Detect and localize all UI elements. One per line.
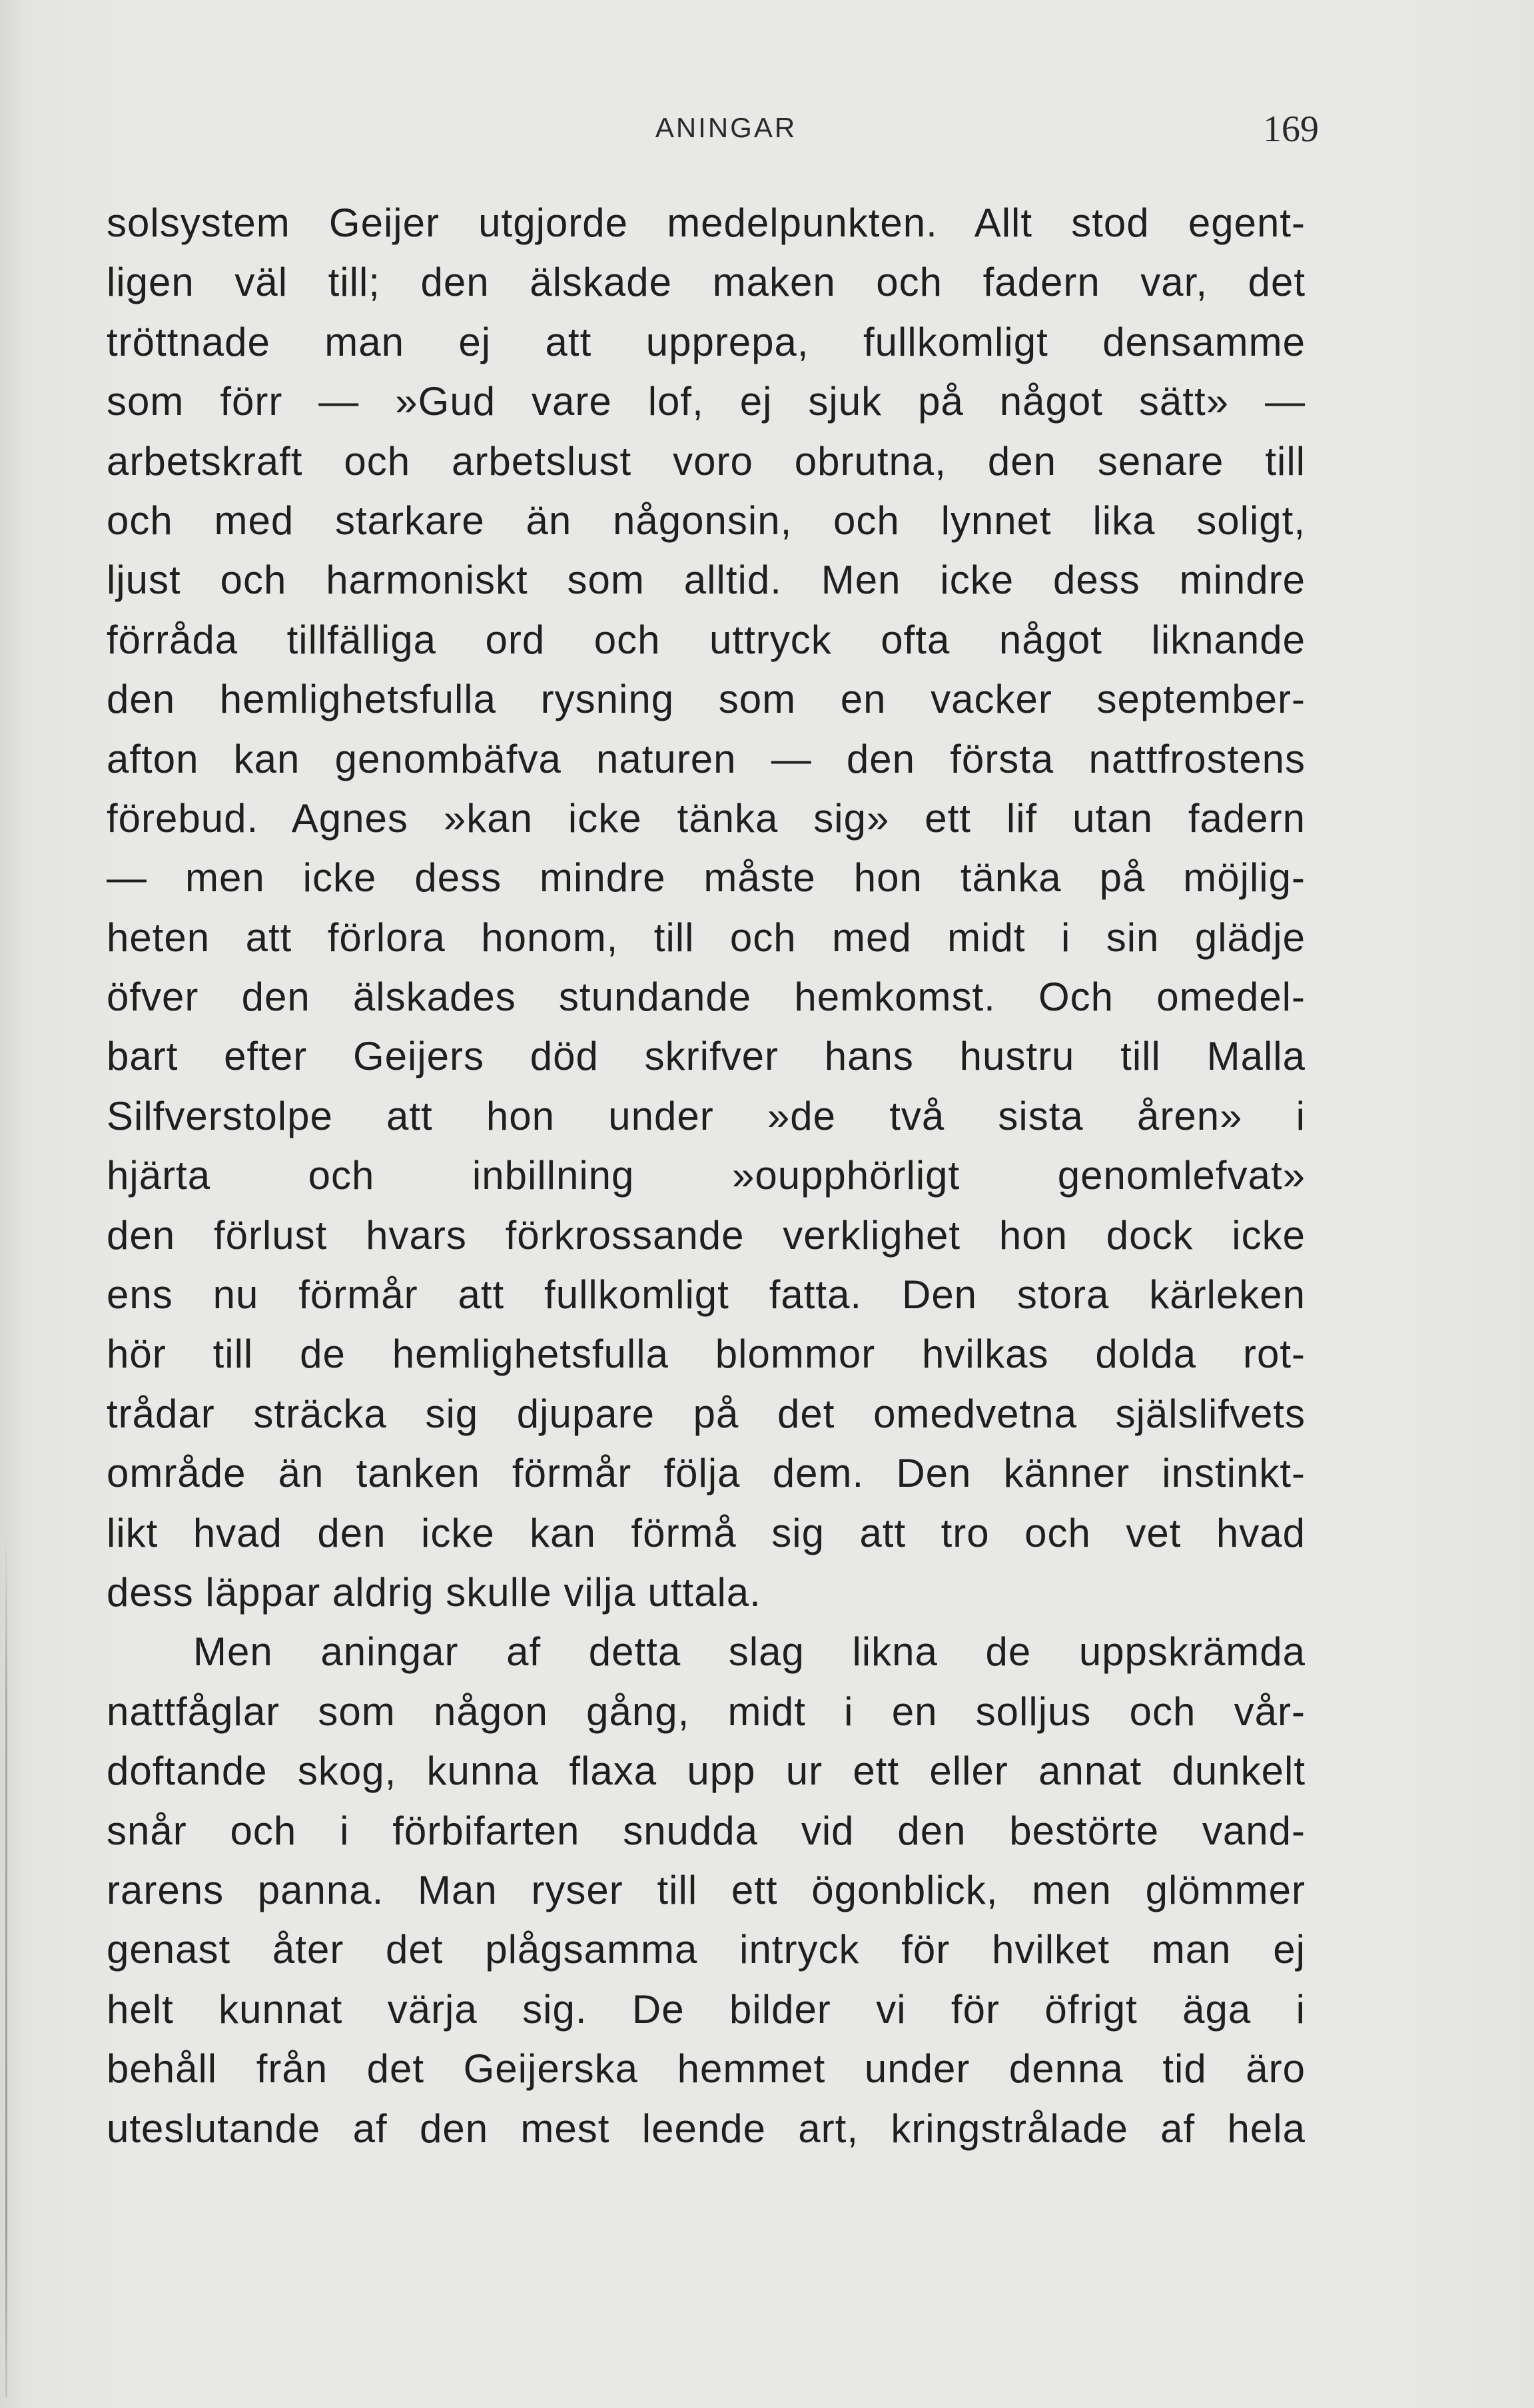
text-line: och med starkare än någonsin, och lynnet lika soligt, — [107, 498, 1306, 543]
text-line: — men icke dess mindre måste hon tänka på möjlig- — [107, 855, 1306, 901]
body-text — [107, 193, 1306, 2158]
text-line: den förlust hvars förkrossande verklighet hon dock icke — [107, 1212, 1306, 1258]
text-line: ljust och harmoniskt som alltid. Men icke dess mindre — [107, 558, 1306, 603]
text-line: heten att förlora honom, till och med midt i sin glädje — [107, 915, 1306, 960]
text-line: förebud. Agnes »kan icke tänka sig» ett lif utan fadern — [107, 795, 1306, 841]
text-line: trådar sträcka sig djupare på det omedvetna själslifvets — [107, 1391, 1306, 1436]
text-line: tröttnade man ej att upprepa, fullkomligt densamme — [107, 319, 1306, 364]
text-line: helt kunnat värja sig. De bilder vi för öfrigt äga i — [107, 1986, 1306, 2032]
text-line: snår och i förbifarten snudda vid den bestörte vand- — [107, 1808, 1306, 1853]
text-line: hjärta och inbillning »oupphörligt genomlefvat» — [107, 1153, 1306, 1198]
text-line: behåll från det Geijerska hemmet under denna tid äro — [107, 2046, 1306, 2092]
text-line: Silfverstolpe att hon under »de två sista åren» i — [107, 1093, 1306, 1138]
page-number: 169 — [1263, 109, 1319, 150]
page-gutter-shadow — [5, 1532, 7, 2398]
text-line: doftande skog, kunna flaxa upp ur ett eller annat dunkelt — [107, 1749, 1306, 1794]
text-line: som förr — »Gud vare lof, ej sjuk på något sätt» — — [107, 379, 1306, 424]
text-line: nattfåglar som någon gång, midt i en solljus och vår- — [107, 1689, 1306, 1734]
text-line: ligen väl till; den älskade maken och fadern var, det — [107, 260, 1306, 305]
text-line-paragraph-start: Men aningar af detta slag likna de uppskrämda — [193, 1629, 1306, 1675]
text-line: uteslutande af den mest leende art, kringstrålade af hela — [107, 2106, 1306, 2151]
text-line: likt hvad den icke kan förmå sig att tro och vet hvad — [107, 1510, 1306, 1555]
text-line: hör till de hemlighetsfulla blommor hvilkas dolda rot- — [107, 1332, 1306, 1377]
text-line-paragraph-end: dess läppar aldrig skulle vilja uttala. — [107, 1569, 761, 1615]
text-line: område än tanken förmår följa dem. Den känner instinkt- — [107, 1451, 1306, 1496]
running-header-title: ANINGAR — [655, 112, 797, 143]
text-line: förråda tillfälliga ord och uttryck ofta något liknande — [107, 617, 1306, 662]
text-line: bart efter Geijers död skrifver hans hustru till Malla — [107, 1034, 1306, 1079]
text-line: solsystem Geijer utgjorde medelpunkten. Allt stod egent- — [107, 201, 1306, 245]
text-line: rarens panna. Man ryser till ett ögonblick, men glömmer — [107, 1867, 1306, 1912]
text-line: öfver den älskades stundande hemkomst. Och omedel- — [107, 975, 1306, 1020]
text-line: ens nu förmår att fullkomligt fatta. Den stora kärleken — [107, 1272, 1306, 1318]
text-line: afton kan genombäfva naturen — den första nattfrostens — [107, 736, 1306, 781]
text-line: arbetskraft och arbetslust voro obrutna, den senare till — [107, 438, 1306, 484]
text-line: den hemlighetsfulla rysning som en vacker september- — [107, 677, 1306, 722]
text-line: genast åter det plågsamma intryck för hvilket man ej — [107, 1927, 1306, 1972]
